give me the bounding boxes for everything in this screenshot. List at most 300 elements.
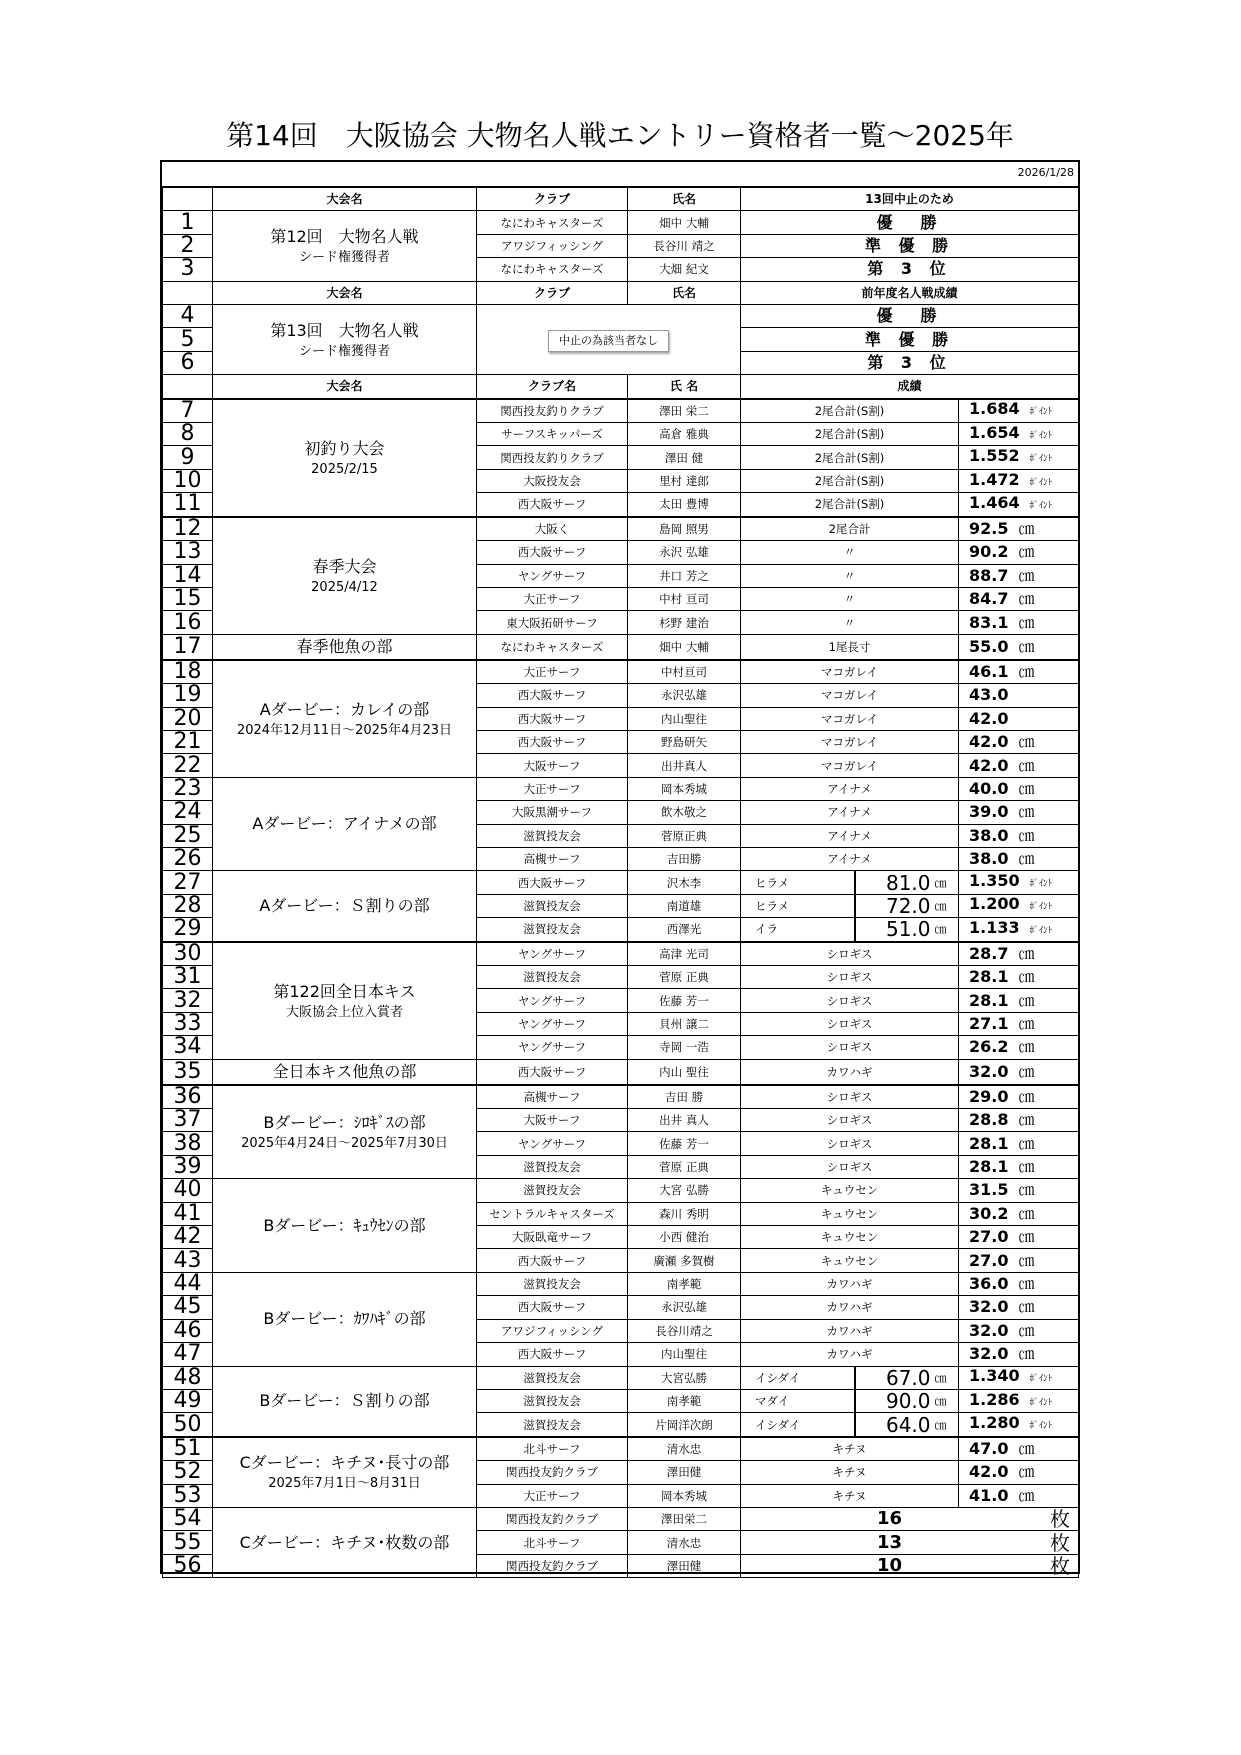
person-name: 中村 亘司 [628,587,741,610]
cm-unit: ㎝ [1018,1227,1035,1247]
method-label: キチヌ [741,1461,959,1484]
fish-size-unit: ㎝ [935,871,959,894]
row-number: 36 [163,1085,213,1109]
fish-size-unit: ㎝ [935,1366,959,1389]
club-name: 滋賀投友会 [477,894,628,917]
method-label: キュウセン [741,1249,959,1272]
header-row [163,375,1079,399]
count-value [741,1531,1079,1554]
row-number: 47 [163,1343,213,1366]
fish-size: 90.0 [855,1389,935,1412]
row-number: 41 [163,1202,213,1225]
fish-name: ヒラメ [741,871,855,894]
person-name: 菅原正典 [628,824,741,847]
row-number: 7 [163,399,213,423]
length-value [959,1272,1079,1295]
row-number: 27 [163,871,213,894]
row-number: 20 [163,707,213,730]
person-name: 小西 健治 [628,1226,741,1249]
row-number: 43 [163,1249,213,1272]
table-row [163,634,1079,660]
cm-unit: ㎝ [1018,1438,1035,1458]
point-unit: ﾎﾟｲﾝﾄ [1029,430,1053,441]
score-number: 1.200 [969,894,1020,914]
length-value [959,1202,1079,1225]
club-name: 高槻サーフ [477,847,628,870]
event-name-cell [213,1179,477,1273]
fish-size: 51.0 [855,918,935,942]
length-number: 28.8 [969,1110,1009,1130]
event-subtitle: 2024年12月11日～2025年4月23日 [236,722,453,738]
cm-unit: ㎝ [1018,1250,1035,1270]
table-row [163,660,1079,684]
cm-unit: ㎝ [1018,990,1035,1010]
row-number: 16 [163,611,213,634]
person-name: 大宮弘勝 [628,1366,741,1389]
row-number: 25 [163,824,213,847]
club-name: ヤングサーフ [477,942,628,966]
row-number: 33 [163,1012,213,1035]
club-name: 滋賀投友会 [477,1389,628,1412]
person-name: 飲木敬之 [628,801,741,824]
club-name: 西大阪サーフ [477,730,628,753]
entry-sheet [160,160,1080,1578]
cm-unit: ㎝ [1018,1110,1035,1130]
table-row [163,1507,1079,1530]
club-name: 西大阪サーフ [477,684,628,707]
length-value [959,1012,1079,1035]
length-value [959,541,1079,564]
cm-unit: ㎝ [1018,1157,1035,1177]
method-label: 2尾合計(S割) [741,423,959,446]
rank-label: 優 勝 [741,211,1079,234]
club-name: 滋賀投友会 [477,1413,628,1437]
event-name-cell [213,1437,477,1508]
event-name: 第13回 大物名人戦 [270,320,419,340]
rank-label: 第 3 位 [741,258,1079,281]
person-name: 澤田健 [628,1554,741,1577]
method-label: キュウセン [741,1202,959,1225]
entry-table [162,186,1079,1578]
table-row [163,1085,1079,1109]
length-number: 42.0 [969,708,1009,728]
club-name: 滋賀投友会 [477,1272,628,1295]
event-name-cell [213,1085,477,1179]
length-value [959,1343,1079,1366]
row-number: 10 [163,469,213,492]
method-label: キチヌ [741,1437,959,1461]
method-label: シロギス [741,1155,959,1178]
header-name: 氏 名 [628,375,741,399]
event-name: Aダービー：アイナメの部 [252,814,437,834]
method-label: マコガレイ [741,707,959,730]
method-label: キュウセン [741,1226,959,1249]
length-number: 38.0 [969,825,1009,845]
club-name: なにわキャスターズ [477,258,628,281]
length-value [959,564,1079,587]
length-value [959,634,1079,660]
length-number: 28.1 [969,1133,1009,1153]
row-number: 11 [163,493,213,517]
mai-unit: 枚 [1050,1507,1071,1531]
event-name-cell [213,1272,477,1366]
length-value [959,942,1079,966]
count-number: 16 [877,1508,903,1530]
event-name: 全日本キス他魚の部 [272,1061,417,1081]
rank-label: 準 優 勝 [741,234,1079,257]
club-name: 西大阪サーフ [477,541,628,564]
length-value [959,587,1079,610]
row-number: 14 [163,564,213,587]
header-row [163,281,1079,304]
row-number: 13 [163,541,213,564]
cm-unit: ㎝ [1018,943,1035,963]
event-name: 春季大会 [312,556,377,576]
method-label: 〃 [741,587,959,610]
fish-name: マダイ [741,1389,855,1412]
length-value [959,1109,1079,1132]
length-number: 43.0 [969,685,1009,705]
point-unit: ﾎﾟｲﾝﾄ [1029,500,1053,511]
length-number: 32.0 [969,1297,1009,1317]
score-value [959,1389,1079,1412]
score-number: 1.133 [969,917,1020,937]
club-name: 大正サーフ [477,777,628,800]
cm-unit: ㎝ [1018,1037,1035,1057]
length-number: 28.1 [969,967,1009,987]
cm-unit: ㎝ [1018,1133,1035,1153]
club-name: ヤングサーフ [477,1036,628,1059]
event-name-cell [213,399,477,517]
club-name: 西大阪サーフ [477,1059,628,1085]
length-value [959,517,1079,541]
point-unit: ﾎﾟｲﾝﾄ [1029,902,1053,913]
length-number: 41.0 [969,1485,1009,1505]
cm-unit: ㎝ [1018,778,1035,798]
length-number: 28.1 [969,1157,1009,1177]
person-name: 吉田 勝 [628,1085,741,1109]
length-value [959,660,1079,684]
fish-name: イシダイ [741,1413,855,1437]
event-name: Bダービー：ｼﾛｷﾞｽの部 [263,1112,426,1132]
header-club: クラブ [477,187,628,211]
row-number: 56 [163,1554,213,1577]
row-number: 18 [163,660,213,684]
header-no-cell [163,281,213,304]
person-name: 出井真人 [628,754,741,777]
score-value [959,469,1079,492]
cm-unit: ㎝ [1018,1180,1035,1200]
score-value [959,918,1079,942]
table-row [163,517,1079,541]
score-value [959,1366,1079,1389]
method-label: カワハギ [741,1059,959,1085]
event-subtitle: 2025/4/12 [311,579,378,595]
row-number: 30 [163,942,213,966]
score-value [959,1413,1079,1437]
club-name: 関西投友釣りクラブ [477,446,628,469]
event-name: 第122回全日本キス [273,981,416,1001]
length-number: 39.0 [969,802,1009,822]
length-number: 27.0 [969,1227,1009,1247]
score-value [959,423,1079,446]
length-value [959,824,1079,847]
fish-name: イシダイ [741,1366,855,1389]
row-number: 48 [163,1366,213,1389]
event-name-cell [213,660,477,778]
length-value [959,707,1079,730]
event-name-cell [213,1507,477,1577]
event-subtitle: 2025年7月1日～8月31日 [268,1476,421,1492]
person-name: 大畑 紀文 [628,258,741,281]
method-label: アイナメ [741,801,959,824]
cm-unit: ㎝ [1018,565,1035,585]
club-name: 大正サーフ [477,587,628,610]
point-unit: ﾎﾟｲﾝﾄ [1029,1374,1053,1385]
method-label: キチヌ [741,1484,959,1507]
person-name: 内山聖往 [628,707,741,730]
person-name: 太田 豊博 [628,493,741,517]
person-name: 佐藤 芳一 [628,1132,741,1155]
length-value [959,966,1079,989]
score-number: 1.286 [969,1389,1020,1409]
table-row [163,1272,1079,1295]
length-number: 90.2 [969,542,1009,562]
event-name-cell [213,1059,477,1085]
person-name: 岡本秀城 [628,1484,741,1507]
cm-unit: ㎝ [1018,732,1035,752]
method-label: カワハギ [741,1343,959,1366]
row-number: 2 [163,234,213,257]
length-value [959,1059,1079,1085]
club-name: 大阪く [477,517,628,541]
method-label: 2尾合計(S割) [741,493,959,517]
table-row [163,399,1079,423]
club-name: 西大阪サーフ [477,1343,628,1366]
club-name: 滋賀投友会 [477,1179,628,1202]
person-name: 畑中 大輔 [628,634,741,660]
club-name: ヤングサーフ [477,1012,628,1035]
header-name: 氏名 [628,281,741,304]
row-number: 37 [163,1109,213,1132]
club-name: ヤングサーフ [477,1132,628,1155]
event-subtitle: シード権獲得者 [298,250,390,266]
event-name-cell [213,942,477,1060]
length-value [959,1085,1079,1109]
score-number: 1.684 [969,399,1020,419]
cm-unit: ㎝ [1018,636,1035,656]
score-value [959,871,1079,894]
method-label: シロギス [741,1109,959,1132]
person-name: 貝州 譲二 [628,1012,741,1035]
person-name: 里村 達郎 [628,469,741,492]
header-event: 大会名 [213,281,477,304]
event-subtitle: 2025年4月24日～2025年7月30日 [241,1135,448,1151]
point-unit: ﾎﾟｲﾝﾄ [1029,925,1053,936]
person-name: 片岡洋次朗 [628,1413,741,1437]
row-number: 45 [163,1296,213,1319]
length-number: 29.0 [969,1086,1009,1106]
row-number: 31 [163,966,213,989]
club-name: なにわキャスターズ [477,634,628,660]
length-value [959,1155,1079,1178]
club-name: サーフスキッパーズ [477,423,628,446]
table-row [163,942,1079,966]
method-label: 〃 [741,611,959,634]
club-name: 北斗サーフ [477,1531,628,1554]
club-name: 大阪黒潮サーフ [477,801,628,824]
row-number: 1 [163,211,213,234]
cm-unit: ㎝ [1018,589,1035,609]
length-number: 46.1 [969,661,1009,681]
cm-unit: ㎝ [1018,1485,1035,1505]
row-number: 5 [163,328,213,351]
header-name: 氏名 [628,187,741,211]
fish-name: イラ [741,918,855,942]
person-name: 澤田健 [628,1461,741,1484]
club-name: 関西投友釣クラブ [477,1554,628,1577]
person-name: 畑中 大輔 [628,211,741,234]
person-name: 井口 芳之 [628,564,741,587]
method-label: アイナメ [741,824,959,847]
row-number: 34 [163,1036,213,1059]
cm-unit: ㎝ [1018,755,1035,775]
header-result: 13回中止のため [741,187,1079,211]
length-number: 42.0 [969,755,1009,775]
event-name-cell [213,871,477,942]
method-label: アイナメ [741,777,959,800]
cm-unit: ㎝ [1018,1462,1035,1482]
mai-unit: 枚 [1050,1530,1071,1555]
length-number: 28.1 [969,990,1009,1010]
method-label: カワハギ [741,1319,959,1342]
length-number: 40.0 [969,778,1009,798]
event-name: Bダービー：ｶﾜﾊｷﾞの部 [263,1309,426,1329]
row-number: 46 [163,1319,213,1342]
row-number: 51 [163,1437,213,1461]
method-label: シロギス [741,1036,959,1059]
length-value [959,1249,1079,1272]
count-value [741,1554,1079,1577]
rank-label: 第 3 位 [741,351,1079,374]
table-row [163,305,1079,328]
row-number: 24 [163,801,213,824]
club-name: 高槻サーフ [477,1085,628,1109]
cm-unit: ㎝ [1018,1014,1035,1034]
length-value [959,1132,1079,1155]
header-result: 前年度名人戦成績 [741,281,1079,304]
length-value [959,1226,1079,1249]
event-name: Aダービー：Ｓ割りの部 [259,895,430,915]
row-number: 17 [163,634,213,660]
person-name: 菅原 正典 [628,966,741,989]
row-number: 55 [163,1531,213,1554]
point-unit: ﾎﾟｲﾝﾄ [1029,1397,1053,1408]
person-name: 中村亘司 [628,660,741,684]
length-number: 84.7 [969,589,1009,609]
row-number: 12 [163,517,213,541]
person-name: 西澤光 [628,918,741,942]
person-name: 内山 聖往 [628,1059,741,1085]
row-number: 53 [163,1484,213,1507]
person-name: 南孝範 [628,1272,741,1295]
row-number: 40 [163,1179,213,1202]
fish-size: 81.0 [855,871,935,894]
event-name: 春季他魚の部 [296,636,393,656]
method-label: マコガレイ [741,660,959,684]
cm-unit: ㎝ [1018,1086,1035,1106]
score-number: 1.464 [969,492,1020,512]
length-value [959,989,1079,1012]
row-number: 15 [163,587,213,610]
person-name: 大宮 弘勝 [628,1179,741,1202]
club-name: 大正サーフ [477,1484,628,1507]
length-number: 32.0 [969,1061,1009,1081]
length-value [959,730,1079,753]
method-label: シロギス [741,989,959,1012]
length-number: 31.5 [969,1180,1009,1200]
method-label: シロギス [741,1085,959,1109]
score-value [959,399,1079,423]
club-name: 西大阪サーフ [477,493,628,517]
score-number: 1.350 [969,871,1020,891]
cm-unit: ㎝ [1018,802,1035,822]
person-name: 長谷川 靖之 [628,234,741,257]
row-number: 22 [163,754,213,777]
method-label: カワハギ [741,1272,959,1295]
length-number: 27.1 [969,1014,1009,1034]
club-name: 西大阪サーフ [477,871,628,894]
length-number: 47.0 [969,1438,1009,1458]
person-name: 廣瀬 多賀樹 [628,1249,741,1272]
fish-size: 64.0 [855,1413,935,1437]
club-name: 大阪投友会 [477,469,628,492]
club-name: 関西投友釣クラブ [477,1507,628,1530]
length-value [959,1437,1079,1461]
person-name: 長谷川靖之 [628,1319,741,1342]
club-name: アワジフィッシング [477,234,628,257]
row-number: 26 [163,847,213,870]
club-name: 西大阪サーフ [477,1249,628,1272]
person-name: 佐藤 芳一 [628,989,741,1012]
score-value [959,446,1079,469]
row-number: 42 [163,1226,213,1249]
length-value [959,801,1079,824]
length-value [959,1036,1079,1059]
table-row [163,1059,1079,1085]
method-label: キュウセン [741,1179,959,1202]
event-name-cell [213,517,477,635]
club-name: アワジフィッシング [477,1319,628,1342]
person-name: 島岡 照男 [628,517,741,541]
point-unit: ﾎﾟｲﾝﾄ [1029,477,1053,488]
header-club: クラブ名 [477,375,628,399]
fish-name: ヒラメ [741,894,855,917]
person-name: 菅原 正典 [628,1155,741,1178]
person-name: 清水忠 [628,1531,741,1554]
person-name: 森川 秀明 [628,1202,741,1225]
method-label: シロギス [741,1012,959,1035]
length-number: 83.1 [969,612,1009,632]
cm-unit: ㎝ [1018,518,1035,538]
cm-unit: ㎝ [1018,1320,1035,1340]
row-number: 9 [163,446,213,469]
cm-unit: ㎝ [1018,1061,1035,1081]
club-name: 関西投友釣クラブ [477,1461,628,1484]
score-number: 1.552 [969,446,1020,466]
length-number: 92.5 [969,518,1009,538]
person-name: 永沢弘雄 [628,684,741,707]
